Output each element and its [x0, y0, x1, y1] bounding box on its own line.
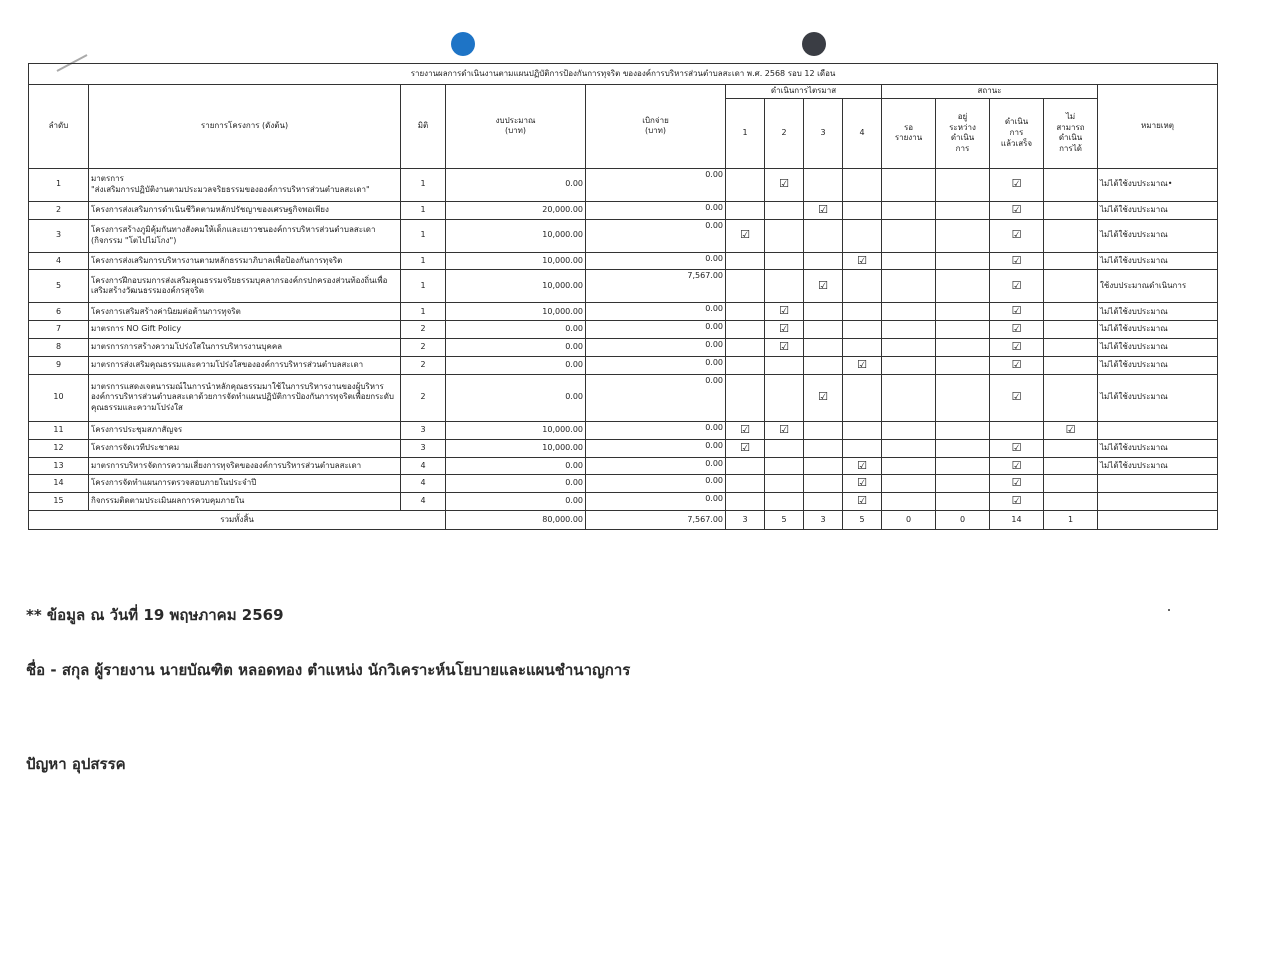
- row-quarter-3-cell: [804, 421, 843, 439]
- row-seq: 9: [29, 357, 89, 375]
- header-project: รายการโครงการ (ดังต้น): [89, 85, 401, 169]
- row-status-3-cell: [990, 421, 1044, 439]
- row-quarter-4-cell: [843, 321, 882, 339]
- row-status-2-cell: [936, 439, 990, 457]
- row-status-4-cell: [1044, 339, 1098, 357]
- row-status-3-cell: [990, 252, 1044, 270]
- table-row: [29, 493, 1218, 511]
- row-status-2-cell: [936, 303, 990, 321]
- row-status-4-cell: [1044, 321, 1098, 339]
- header-quarter-4: 4: [843, 98, 882, 168]
- row-status-3-cell: [990, 339, 1044, 357]
- row-project: มาตรการการสร้างความโปร่งใสในการบริหารงานบุคคล: [89, 339, 401, 357]
- row-quarter-2-cell: [765, 439, 804, 457]
- stray-dot: [1168, 609, 1170, 611]
- row-dim: 4: [401, 493, 446, 511]
- checkmark-icon: ☑: [1011, 322, 1022, 336]
- row-quarter-3-cell: [804, 321, 843, 339]
- row-dim: 2: [401, 321, 446, 339]
- row-dim: 2: [401, 339, 446, 357]
- checkmark-icon: ☑: [740, 440, 750, 454]
- row-dim: 1: [401, 201, 446, 219]
- row-quarter-3-cell: [804, 252, 843, 270]
- row-quarter-1-cell: [726, 357, 765, 375]
- row-status-3-cell: [990, 321, 1044, 339]
- row-quarter-4-cell: [843, 357, 882, 375]
- total-quarter-1: 3: [726, 511, 765, 530]
- row-remark: [1098, 475, 1218, 493]
- total-remark: [1098, 511, 1218, 530]
- row-quarter-2-cell: [765, 201, 804, 219]
- row-budget: 10,000.00: [446, 303, 586, 321]
- checkmark-icon: ☑: [1065, 422, 1076, 436]
- row-status-3-cell: [990, 219, 1044, 252]
- row-status-3-cell: [990, 374, 1044, 421]
- checkmark-icon: ☑: [818, 390, 828, 404]
- table-row: [29, 339, 1218, 357]
- checkmark-icon: ☑: [1011, 476, 1022, 490]
- row-status-3-cell: [990, 457, 1044, 475]
- row-quarter-4-cell: [843, 201, 882, 219]
- row-budget: 0.00: [446, 457, 586, 475]
- row-quarter-1-cell: [726, 421, 765, 439]
- row-quarter-1-cell: [726, 252, 765, 270]
- row-spent: 0.00: [586, 168, 726, 201]
- row-project: โครงการจัดเวทีประชาคม: [89, 439, 401, 457]
- checkmark-icon: ☑: [857, 494, 867, 508]
- row-budget: 10,000.00: [446, 270, 586, 303]
- table-row: [29, 421, 1218, 439]
- header-quarter-2: 2: [765, 98, 804, 168]
- row-seq: 10: [29, 374, 89, 421]
- row-quarter-4-cell: [843, 457, 882, 475]
- row-quarter-4-cell: [843, 339, 882, 357]
- row-dim: 1: [401, 168, 446, 201]
- row-status-1-cell: [882, 493, 936, 511]
- row-quarter-3-cell: [804, 493, 843, 511]
- checkmark-icon: ☑: [779, 177, 789, 191]
- checkmark-icon: ☑: [779, 304, 789, 318]
- checkmark-icon: ☑: [1011, 253, 1022, 267]
- header-seq: ลำดับ: [29, 85, 89, 169]
- row-quarter-2-cell: [765, 168, 804, 201]
- row-status-2-cell: [936, 457, 990, 475]
- table-row: [29, 252, 1218, 270]
- header-status-completed: ดำเนิน การ แล้วเสร็จ: [990, 98, 1044, 168]
- row-status-1-cell: [882, 303, 936, 321]
- header-remark: หมายเหตุ: [1098, 85, 1218, 169]
- row-spent: 0.00: [586, 439, 726, 457]
- row-status-1-cell: [882, 339, 936, 357]
- row-budget: 0.00: [446, 357, 586, 375]
- row-quarter-3-cell: [804, 457, 843, 475]
- row-remark: ไม่ได้ใช้งบประมาณ: [1098, 201, 1218, 219]
- row-project: โครงการประชุมสภาสัญจร: [89, 421, 401, 439]
- row-quarter-3-cell: [804, 439, 843, 457]
- checkmark-icon: ☑: [779, 322, 789, 336]
- row-budget: 20,000.00: [446, 201, 586, 219]
- row-status-4-cell: [1044, 457, 1098, 475]
- row-spent: 0.00: [586, 493, 726, 511]
- checkmark-icon: ☑: [1011, 228, 1022, 242]
- row-quarter-3-cell: [804, 357, 843, 375]
- row-spent: 0.00: [586, 339, 726, 357]
- row-quarter-1-cell: [726, 493, 765, 511]
- problems-heading: ปัญหา อุปสรรค: [26, 755, 126, 773]
- row-status-2-cell: [936, 252, 990, 270]
- row-quarter-2-cell: [765, 475, 804, 493]
- row-quarter-2-cell: [765, 270, 804, 303]
- row-quarter-2-cell: [765, 339, 804, 357]
- row-seq: 11: [29, 421, 89, 439]
- row-status-2-cell: [936, 339, 990, 357]
- total-status-pending: 0: [882, 511, 936, 530]
- row-project: โครงการส่งเสริมการบริหารงานตามหลักธรรมาภิบาลเพื่อป้องกันการทุจริต: [89, 252, 401, 270]
- row-status-2-cell: [936, 421, 990, 439]
- checkmark-icon: ☑: [818, 279, 828, 293]
- row-seq: 5: [29, 270, 89, 303]
- row-budget: 0.00: [446, 475, 586, 493]
- row-remark: ไม่ได้ใช้งบประมาณ: [1098, 439, 1218, 457]
- row-spent: 0.00: [586, 252, 726, 270]
- row-spent: 0.00: [586, 201, 726, 219]
- row-status-4-cell: [1044, 475, 1098, 493]
- row-remark: ไม่ได้ใช้งบประมาณ: [1098, 457, 1218, 475]
- row-budget: 10,000.00: [446, 252, 586, 270]
- reporter-note: ชื่อ - สกุล ผู้รายงาน นายบัณฑิต หลอดทอง ตำแหน่ง นักวิเคราะห์นโยบายและแผนชำนาญการ: [26, 661, 631, 679]
- row-budget: 10,000.00: [446, 439, 586, 457]
- row-dim: 2: [401, 374, 446, 421]
- row-project: มาตรการ NO Gift Policy: [89, 321, 401, 339]
- row-status-2-cell: [936, 201, 990, 219]
- checkmark-icon: ☑: [818, 202, 828, 216]
- row-dim: 1: [401, 219, 446, 252]
- row-status-1-cell: [882, 475, 936, 493]
- row-project: กิจกรรมติดตามประเมินผลการควบคุมภายใน: [89, 493, 401, 511]
- row-status-3-cell: [990, 270, 1044, 303]
- row-quarter-3-cell: [804, 374, 843, 421]
- row-status-4-cell: [1044, 270, 1098, 303]
- checkmark-icon: ☑: [740, 422, 750, 436]
- row-status-1-cell: [882, 270, 936, 303]
- total-status-in-progress: 0: [936, 511, 990, 530]
- row-seq: 6: [29, 303, 89, 321]
- row-quarter-2-cell: [765, 374, 804, 421]
- row-remark: ไม่ได้ใช้งบประมาณ: [1098, 357, 1218, 375]
- row-quarter-4-cell: [843, 219, 882, 252]
- row-quarter-2-cell: [765, 457, 804, 475]
- row-quarter-2-cell: [765, 219, 804, 252]
- checkmark-icon: ☑: [1011, 279, 1022, 293]
- checkmark-icon: ☑: [857, 476, 867, 490]
- row-quarter-3-cell: [804, 168, 843, 201]
- table-row: [29, 168, 1218, 201]
- row-seq: 14: [29, 475, 89, 493]
- header-status-pending: รอ รายงาน: [882, 98, 936, 168]
- row-status-3-cell: [990, 357, 1044, 375]
- row-dim: 1: [401, 252, 446, 270]
- row-quarter-2-cell: [765, 321, 804, 339]
- checkmark-icon: ☑: [1011, 358, 1022, 372]
- row-status-2-cell: [936, 493, 990, 511]
- row-seq: 3: [29, 219, 89, 252]
- row-quarter-1-cell: [726, 475, 765, 493]
- row-spent: 0.00: [586, 475, 726, 493]
- row-status-1-cell: [882, 421, 936, 439]
- checkmark-icon: ☑: [1011, 494, 1022, 508]
- row-quarter-4-cell: [843, 270, 882, 303]
- row-quarter-1-cell: [726, 374, 765, 421]
- row-status-1-cell: [882, 168, 936, 201]
- row-dim: 4: [401, 457, 446, 475]
- row-seq: 7: [29, 321, 89, 339]
- row-status-2-cell: [936, 168, 990, 201]
- row-quarter-2-cell: [765, 303, 804, 321]
- row-status-4-cell: [1044, 219, 1098, 252]
- row-spent: 0.00: [586, 357, 726, 375]
- row-quarter-3-cell: [804, 475, 843, 493]
- header-status-group: สถานะ: [882, 85, 1098, 99]
- row-status-4-cell: [1044, 439, 1098, 457]
- row-seq: 8: [29, 339, 89, 357]
- report-body: [29, 168, 1218, 510]
- punch-hole-dark: [802, 32, 826, 56]
- row-status-2-cell: [936, 357, 990, 375]
- header-quarter-3: 3: [804, 98, 843, 168]
- row-project: โครงการส่งเสริมการดำเนินชีวิตตามหลักปรัชญาของเศรษฐกิจพอเพียง: [89, 201, 401, 219]
- row-quarter-1-cell: [726, 168, 765, 201]
- row-remark: [1098, 421, 1218, 439]
- table-row: [29, 201, 1218, 219]
- row-quarter-1-cell: [726, 439, 765, 457]
- table-row: [29, 374, 1218, 421]
- row-quarter-3-cell: [804, 303, 843, 321]
- row-quarter-4-cell: [843, 303, 882, 321]
- row-status-1-cell: [882, 201, 936, 219]
- row-status-3-cell: [990, 439, 1044, 457]
- punch-hole-blue: [451, 32, 475, 56]
- row-quarter-2-cell: [765, 357, 804, 375]
- row-status-2-cell: [936, 374, 990, 421]
- row-quarter-4-cell: [843, 493, 882, 511]
- header-spent: เบิกจ่าย (บาท): [586, 85, 726, 169]
- row-quarter-1-cell: [726, 339, 765, 357]
- row-quarter-4-cell: [843, 475, 882, 493]
- checkmark-icon: ☑: [779, 340, 789, 354]
- row-quarter-4-cell: [843, 168, 882, 201]
- checkmark-icon: ☑: [1011, 390, 1022, 404]
- row-budget: 0.00: [446, 168, 586, 201]
- row-remark: ไม่ได้ใช้งบประมาณ: [1098, 219, 1218, 252]
- total-spent: 7,567.00: [586, 511, 726, 530]
- header-quarter-group: ดำเนินการไตรมาส: [726, 85, 882, 99]
- row-quarter-4-cell: [843, 421, 882, 439]
- row-dim: 4: [401, 475, 446, 493]
- row-remark: ไม่ได้ใช้งบประมาณ: [1098, 339, 1218, 357]
- table-row: [29, 457, 1218, 475]
- title-row: [29, 64, 1218, 85]
- row-project: มาตรการส่งเสริมคุณธรรมและความโปร่งใสขององค์การบริหารส่วนตำบลสะเดา: [89, 357, 401, 375]
- header-status-in-progress: อยู่ ระหว่าง ดำเนิน การ: [936, 98, 990, 168]
- checkmark-icon: ☑: [857, 458, 867, 472]
- total-label: รวมทั้งสิ้น: [29, 511, 446, 530]
- row-quarter-2-cell: [765, 252, 804, 270]
- checkmark-icon: ☑: [857, 253, 867, 267]
- row-quarter-1-cell: [726, 303, 765, 321]
- row-project: มาตรการบริหารจัดการความเสี่ยงการทุจริตขององค์การบริหารส่วนตำบลสะเดา: [89, 457, 401, 475]
- data-date-note: ** ข้อมูล ณ วันที่ 19 พฤษภาคม 2569: [26, 606, 284, 624]
- row-seq: 4: [29, 252, 89, 270]
- row-seq: 1: [29, 168, 89, 201]
- table-row: [29, 270, 1218, 303]
- row-budget: 10,000.00: [446, 421, 586, 439]
- report-table: [28, 63, 1218, 530]
- row-remark: ไม่ได้ใช้งบประมาณ: [1098, 374, 1218, 421]
- row-quarter-2-cell: [765, 493, 804, 511]
- row-status-4-cell: [1044, 374, 1098, 421]
- row-budget: 0.00: [446, 493, 586, 511]
- row-spent: 0.00: [586, 303, 726, 321]
- row-status-4-cell: [1044, 252, 1098, 270]
- row-dim: 1: [401, 270, 446, 303]
- row-quarter-2-cell: [765, 421, 804, 439]
- checkmark-icon: ☑: [1011, 202, 1022, 216]
- row-spent: 0.00: [586, 321, 726, 339]
- row-quarter-3-cell: [804, 201, 843, 219]
- row-status-3-cell: [990, 168, 1044, 201]
- table-row: [29, 439, 1218, 457]
- row-quarter-1-cell: [726, 321, 765, 339]
- header-dim: มิติ: [401, 85, 446, 169]
- checkmark-icon: ☑: [779, 422, 789, 436]
- row-project: โครงการสร้างภูมิคุ้มกันทางสังคมให้เด็กและเยาวชนองค์การบริหารส่วนตำบลสะเดา (กิจกรรม "โตไปไม่โกง"): [89, 219, 401, 252]
- row-remark: ใช้งบประมาณดำเนินการ: [1098, 270, 1218, 303]
- row-spent: 0.00: [586, 374, 726, 421]
- row-remark: ไม่ได้ใช้งบประมาณ: [1098, 321, 1218, 339]
- row-status-1-cell: [882, 357, 936, 375]
- row-status-2-cell: [936, 475, 990, 493]
- row-budget: 0.00: [446, 339, 586, 357]
- row-spent: 0.00: [586, 219, 726, 252]
- row-status-3-cell: [990, 493, 1044, 511]
- row-status-4-cell: [1044, 421, 1098, 439]
- row-seq: 12: [29, 439, 89, 457]
- table-row: [29, 219, 1218, 252]
- row-status-1-cell: [882, 219, 936, 252]
- checkmark-icon: ☑: [1011, 340, 1022, 354]
- row-status-4-cell: [1044, 357, 1098, 375]
- row-remark: [1098, 493, 1218, 511]
- row-seq: 13: [29, 457, 89, 475]
- row-dim: 1: [401, 303, 446, 321]
- row-status-1-cell: [882, 457, 936, 475]
- row-quarter-1-cell: [726, 219, 765, 252]
- row-status-2-cell: [936, 219, 990, 252]
- row-quarter-4-cell: [843, 374, 882, 421]
- row-remark: ไม่ได้ใช้งบประมาณ•: [1098, 168, 1218, 201]
- row-seq: 2: [29, 201, 89, 219]
- row-project: มาตรการ "ส่งเสริมการปฏิบัติงานตามประมวลจริยธรรมขององค์การบริหารส่วนตำบลสะเดา": [89, 168, 401, 201]
- row-status-3-cell: [990, 475, 1044, 493]
- row-status-4-cell: [1044, 201, 1098, 219]
- checkmark-icon: ☑: [1011, 458, 1022, 472]
- row-remark: ไม่ได้ใช้งบประมาณ: [1098, 303, 1218, 321]
- row-quarter-1-cell: [726, 457, 765, 475]
- table-row: [29, 321, 1218, 339]
- header-quarter-1: 1: [726, 98, 765, 168]
- row-status-2-cell: [936, 321, 990, 339]
- row-status-1-cell: [882, 321, 936, 339]
- row-budget: 0.00: [446, 321, 586, 339]
- row-status-1-cell: [882, 374, 936, 421]
- total-quarter-2: 5: [765, 511, 804, 530]
- row-quarter-3-cell: [804, 270, 843, 303]
- total-status-completed: 14: [990, 511, 1044, 530]
- row-status-1-cell: [882, 439, 936, 457]
- row-quarter-4-cell: [843, 439, 882, 457]
- row-remark: ไม่ได้ใช้งบประมาณ: [1098, 252, 1218, 270]
- row-status-4-cell: [1044, 168, 1098, 201]
- row-status-2-cell: [936, 270, 990, 303]
- table-row: [29, 357, 1218, 375]
- report-title: รายงานผลการดำเนินงานตามแผนปฏิบัติการป้องกันการทุจริต ขององค์การบริหารส่วนตำบลสะเดา พ.ศ. 2568 รอบ 12 เดือน: [29, 64, 1218, 85]
- row-status-4-cell: [1044, 303, 1098, 321]
- checkmark-icon: ☑: [857, 358, 867, 372]
- header-status-unable: ไม่ สามารถ ดำเนิน การได้: [1044, 98, 1098, 168]
- checkmark-icon: ☑: [1011, 304, 1022, 318]
- row-spent: 7,567.00: [586, 270, 726, 303]
- row-project: โครงการเสริมสร้างค่านิยมต่อต้านการทุจริต: [89, 303, 401, 321]
- row-quarter-3-cell: [804, 339, 843, 357]
- row-spent: 0.00: [586, 457, 726, 475]
- table-row: [29, 303, 1218, 321]
- table-row: [29, 475, 1218, 493]
- row-project: มาตรการแสดงเจตนารมณ์ในการนำหลักคุณธรรมมาใช้ในการบริหารงานของผู้บริหารองค์การบริหารส่วนตำบลสะเดาด้วยการจัดทำแผนปฏิบัติการป้องกันการทุจริตเพื่อยกระดับคุณธรรมและความโปร่งใส: [89, 374, 401, 421]
- row-dim: 3: [401, 439, 446, 457]
- checkmark-icon: ☑: [1011, 177, 1022, 191]
- row-status-1-cell: [882, 252, 936, 270]
- row-quarter-3-cell: [804, 219, 843, 252]
- row-seq: 15: [29, 493, 89, 511]
- checkmark-icon: ☑: [740, 228, 750, 242]
- row-project: โครงการจัดทำแผนการตรวจสอบภายในประจำปี: [89, 475, 401, 493]
- row-status-4-cell: [1044, 493, 1098, 511]
- total-row: [29, 511, 1218, 530]
- checkmark-icon: ☑: [1011, 440, 1022, 454]
- row-spent: 0.00: [586, 421, 726, 439]
- row-quarter-4-cell: [843, 252, 882, 270]
- row-status-3-cell: [990, 201, 1044, 219]
- row-dim: 2: [401, 357, 446, 375]
- row-quarter-1-cell: [726, 270, 765, 303]
- row-quarter-1-cell: [726, 201, 765, 219]
- row-status-3-cell: [990, 303, 1044, 321]
- row-budget: 10,000.00: [446, 219, 586, 252]
- total-quarter-4: 5: [843, 511, 882, 530]
- row-budget: 0.00: [446, 374, 586, 421]
- total-status-unable: 1: [1044, 511, 1098, 530]
- row-project: โครงการฝึกอบรมการส่งเสริมคุณธรรมจริยธรรมบุคลากรองค์กรปกครองส่วนท้องถิ่นเพื่อเสริมสร้างวัฒนธรรมองค์กรสุจริต: [89, 270, 401, 303]
- header-budget: งบประมาณ (บาท): [446, 85, 586, 169]
- row-dim: 3: [401, 421, 446, 439]
- header-row-1: [29, 85, 1218, 99]
- total-quarter-3: 3: [804, 511, 843, 530]
- total-budget: 80,000.00: [446, 511, 586, 530]
